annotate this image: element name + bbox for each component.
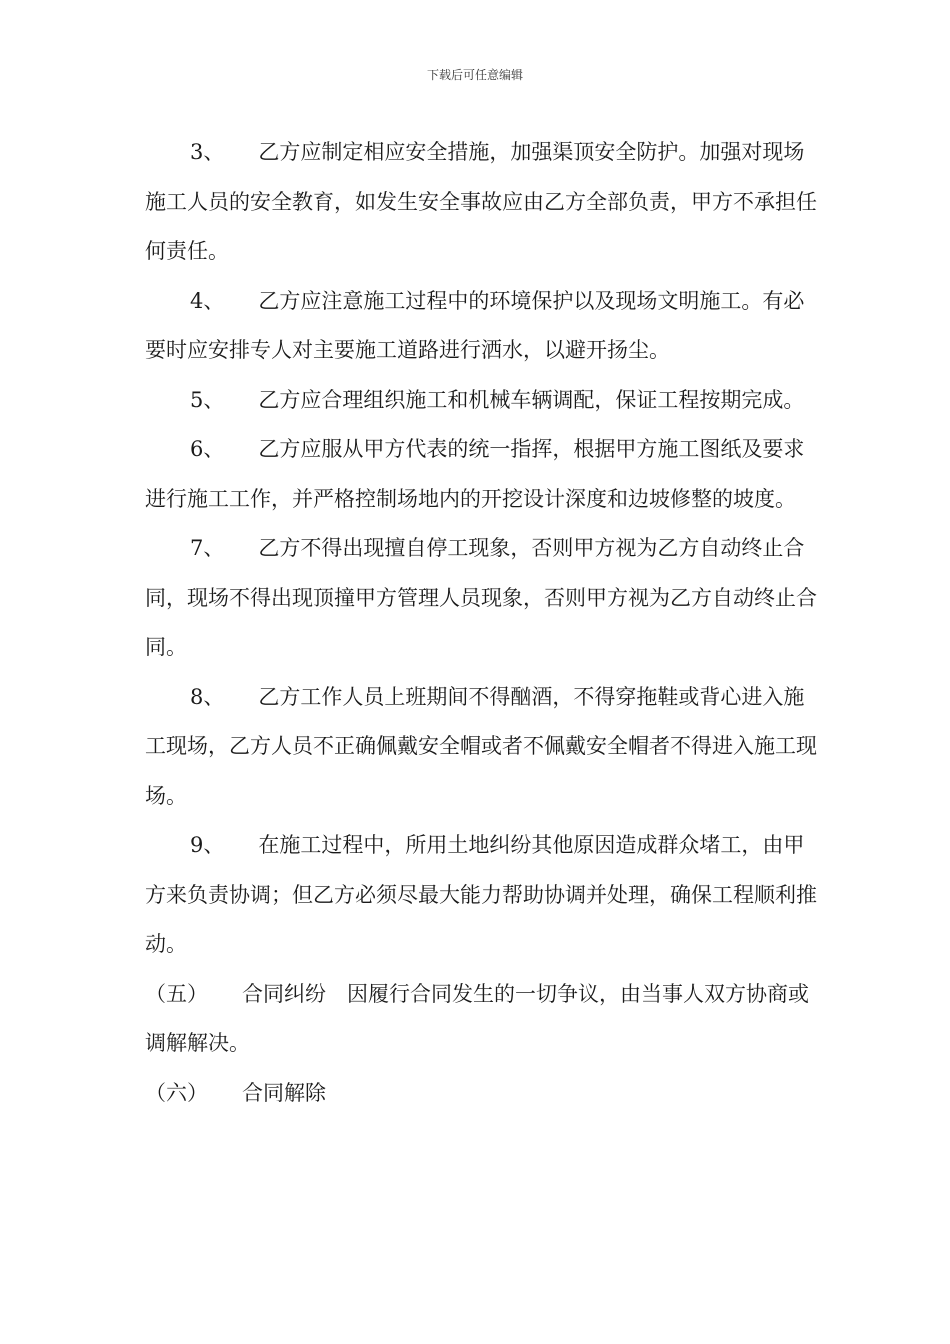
page-header-note: 下载后可任意编辑 — [426, 68, 523, 82]
clause-text: 乙方应服从甲方代表的统一指挥，根据甲方施工图纸及要求进行施工工作，并严格控制场地内的开挖设计深度和边坡修整的坡度。 — [145, 437, 805, 511]
section-label: （六） — [145, 1080, 208, 1105]
clause-number: 3、 — [190, 140, 225, 164]
section-title: 合同解除 — [242, 1080, 326, 1105]
document-body — [145, 128, 825, 1118]
clause-text: 乙方应制定相应安全措施，加强渠顶安全防护。加强对现场施工人员的安全教育，如发生安全事故应由乙方全部负责，甲方不承担任何责任。 — [145, 140, 817, 263]
clause-number: 7、 — [190, 536, 225, 560]
clause-9 — [145, 821, 825, 970]
clause-5 — [145, 376, 825, 426]
section-label: （五） — [145, 981, 208, 1006]
section-six — [145, 1069, 825, 1119]
section-title: 合同纠纷 — [242, 981, 326, 1006]
clause-number: 9、 — [190, 833, 225, 857]
clause-text: 在施工过程中，所用土地纠纷其他原因造成群众堵工，由甲方来负责协调；但乙方必须尽最大能力帮助协调并处理，确保工程顺利推动。 — [145, 833, 817, 956]
clause-3 — [145, 128, 825, 277]
clause-number: 4、 — [190, 288, 225, 313]
clause-8 — [145, 673, 825, 822]
clause-number: 5、 — [190, 387, 225, 412]
clause-4 — [145, 277, 825, 376]
clause-text: 乙方工作人员上班期间不得酗酒，不得穿拖鞋或背心进入施工现场，乙方人员不正确佩戴安全帽或者不佩戴安全帽者不得进入施工现场。 — [145, 684, 817, 808]
clause-number: 8、 — [190, 684, 225, 709]
section-text: 因履行合同发生的一切争议，由当事人双方协商或调解解决。 — [145, 981, 809, 1055]
section-five — [145, 970, 825, 1069]
clause-text: 乙方应注意施工过程中的环境保护以及现场文明施工。有必要时应安排专人对主要施工道路进行洒水，以避开扬尘。 — [145, 288, 805, 362]
clause-6 — [145, 425, 825, 524]
clause-7 — [145, 524, 825, 673]
clause-text: 乙方不得出现擅自停工现象，否则甲方视为乙方自动终止合同，现场不得出现顶撞甲方管理人员现象，否则甲方视为乙方自动终止合同。 — [145, 536, 817, 659]
clause-text: 乙方应合理组织施工和机械车辆调配，保证工程按期完成。 — [258, 387, 805, 412]
clause-number: 6、 — [190, 437, 225, 461]
